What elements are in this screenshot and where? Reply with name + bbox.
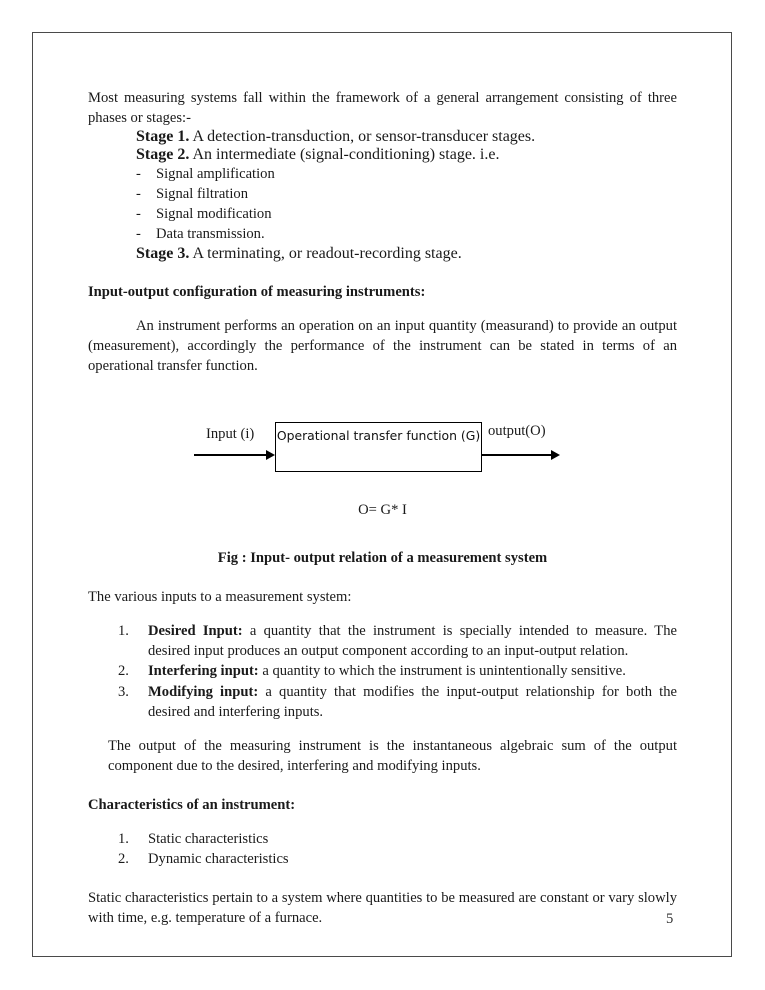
section-heading-characteristics: Characteristics of an instrument: [88,796,296,813]
list-item-number: 1. [118,623,129,640]
stage-1-label: Stage 1. [136,128,190,146]
diagram-input-label: Input (i) [206,425,255,442]
list-item [88,661,677,681]
transfer-equation: O= G* I [358,501,407,518]
dash-bullet: - [136,226,141,243]
list-item-term: Interfering input: [148,663,259,680]
list-item-text: a quantity that the instrument is specially intended to measure. The desired input produces an output component according to an input-output relation. [148,623,677,660]
list-item-number: 2. [118,851,129,868]
list-item-number: 2. [118,663,129,680]
spacer [88,776,677,795]
dash-bullet: - [136,186,141,203]
stage-2-text: An intermediate (signal-conditioning) stage. i.e. [189,146,500,164]
characteristics-list [88,829,677,869]
stage-3-label: Stage 3. [136,244,190,262]
list-item-text: a quantity that modifies the input-output relationship for both the desired and interfering inputs. [148,683,678,720]
stage-2-line [88,146,677,164]
list-item-text: a quantity to which the instrument is unintentionally sensitive. [258,663,626,680]
spacer [88,607,677,621]
output-sum-paragraph: The output of the measuring instrument is the instantaneous algebraic sum of the output component due to the desired, interfering and modifying inputs. [108,737,677,774]
stage-3-text: A terminating, or readout-recording stage. [189,244,462,262]
dash-bullet: - [136,166,141,183]
list-item [88,829,677,849]
list-item-term: Modifying input: [148,683,259,700]
spacer [88,302,677,316]
page-number: 5 [666,911,674,927]
list-item [88,164,677,184]
transfer-function-box-label: Operational transfer function (G) [276,427,481,443]
closing-paragraph: Static characteristics pertain to a system where quantities to be measured are constant or vary slowly with time, e.g. temperature of a furnace. [88,890,677,927]
list-item-text: Signal modification [156,206,272,223]
spacer [88,869,677,888]
output-arrow-icon [482,450,561,460]
list-item-text: Data transmission. [156,226,265,243]
list-item-text: Signal filtration [156,186,249,203]
figure-caption: Fig : Input- output relation of a measurement system [217,550,548,567]
list-item [88,849,677,869]
list-item-number: 1. [118,830,129,847]
list-item-text: Signal amplification [156,166,275,183]
list-item [88,682,677,722]
document-content [88,88,677,928]
spacer [88,722,677,736]
list-item-term: Desired Input: [148,623,243,640]
instrument-paragraph: An instrument performs an operation on an input quantity (measurand) to provide an output (measurement), accordingly the performance of the instrument can be stated in terms of an operational transfer function. [88,317,677,374]
list-item [88,224,677,244]
input-arrow-icon [194,450,276,460]
list-item [88,621,677,661]
inputs-lead-in: The various inputs to a measurement system: [88,589,352,606]
list-item-text: Static characteristics [148,830,269,847]
stage-1-line [88,128,677,146]
stage-2-label: Stage 2. [136,146,190,164]
list-item [88,204,677,224]
transfer-function-box [275,422,482,472]
intro-paragraph: Most measuring systems fall within the framework of a general arrangement consisting of three phases or stages:- [88,90,677,127]
transfer-function-diagram [88,398,677,498]
stage-3-line [88,245,677,263]
section-heading-input-output: Input-output configuration of measuring instruments: [88,283,426,300]
list-item-text: Dynamic characteristics [148,851,289,868]
spacer [88,815,677,829]
stage-2-sublist [88,164,677,244]
stage-1-text: A detection-transduction, or sensor-transducer stages. [189,128,536,146]
diagram-output-label: output(O) [488,422,546,439]
dash-bullet: - [136,206,141,223]
list-item-number: 3. [118,683,129,700]
list-item [88,184,677,204]
spacer [88,263,677,282]
spacer [88,568,677,587]
input-types-list [88,621,677,721]
